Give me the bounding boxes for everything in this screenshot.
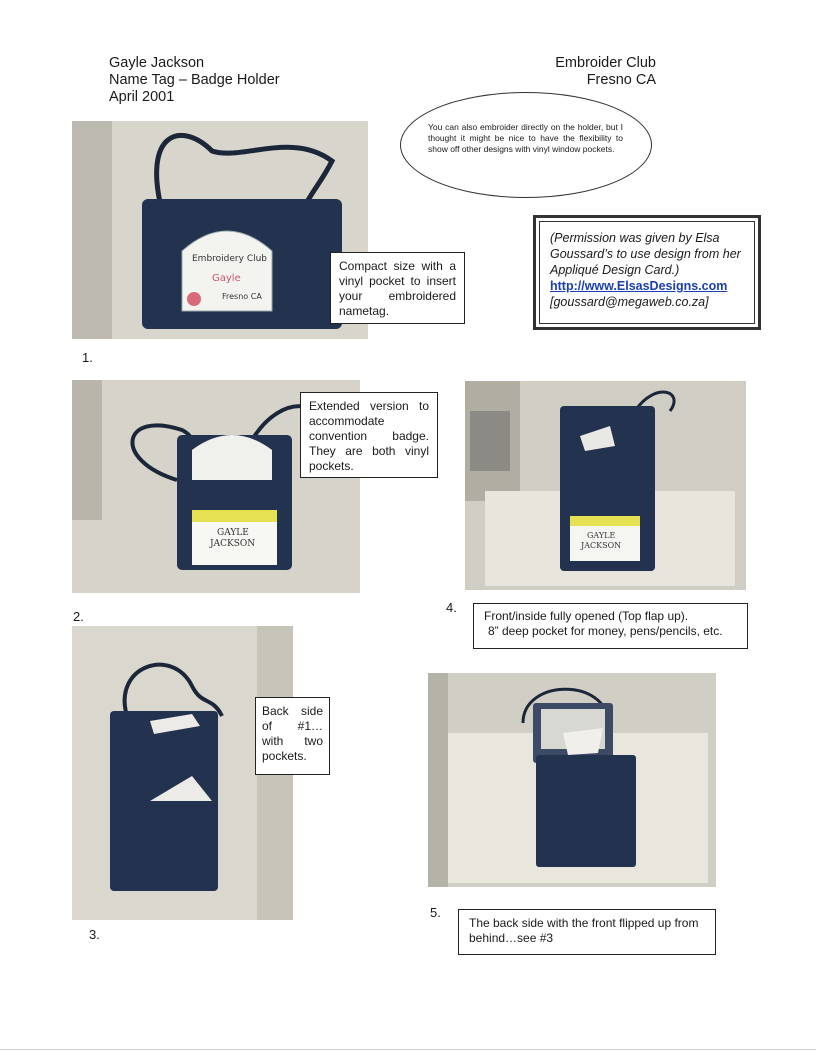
permission-text: (Permission was given by Elsa Goussard’s to use design from her Appliqué Design Card.) — [550, 231, 741, 277]
photo-number-5: 5. — [430, 905, 441, 920]
author-name: Gayle Jackson — [109, 55, 205, 71]
caption-2: Extended version to accommodate convention badge. They are both vinyl pockets. — [300, 392, 438, 478]
photo-1-patch-line3: Fresno CA — [222, 292, 262, 301]
caption-4-line1: Front/inside fully opened (Top flap up). — [484, 609, 689, 623]
club-block — [555, 55, 656, 89]
photo-1-image — [72, 121, 368, 339]
document-title: Name Tag – Badge Holder — [109, 72, 280, 88]
caption-4 — [473, 603, 748, 649]
caption-3: Back side of #1… with two pockets. — [255, 697, 330, 775]
photo-number-4: 4. — [446, 600, 457, 615]
photo-4-image — [465, 381, 746, 590]
note-text: You can also embroider directly on the holder, but I thought it might be nice to have the flexibility to show off other designs with vinyl window pockets. — [428, 122, 623, 154]
author-block — [109, 55, 280, 106]
photo-number-3: 3. — [89, 927, 100, 942]
document-date: April 2001 — [109, 89, 175, 105]
photo-number-2: 2. — [73, 609, 84, 624]
photo-4-badge-line2: JACKSON — [581, 541, 622, 550]
photo-number-1: 1. — [82, 350, 93, 365]
photo-4-badge-line1: GAYLE — [587, 531, 616, 540]
permission-box — [533, 215, 761, 330]
photo-2-badge-line1: GAYLE — [217, 528, 249, 538]
photo-2-badge-line2: JACKSON — [210, 539, 256, 549]
photo-1-patch-line2: Gayle — [212, 273, 241, 284]
club-name: Embroider Club — [555, 55, 656, 71]
permission-email: [goussard@megaweb.co.za] — [550, 295, 709, 309]
club-location: Fresno CA — [586, 72, 656, 88]
photo-5-image — [428, 673, 716, 887]
photo-1-patch-line1: Embroidery Club — [192, 254, 268, 264]
designs-link[interactable]: http://www.ElsasDesigns.com — [550, 279, 728, 293]
photo-5 — [428, 673, 716, 887]
caption-1: Compact size with a vinyl pocket to insert your embroidered nametag. — [330, 252, 465, 324]
photo-1 — [72, 121, 368, 339]
caption-5: The back side with the front flipped up from behind…see #3 — [458, 909, 716, 955]
page-bottom-edge — [0, 1049, 816, 1050]
photo-4 — [465, 381, 746, 590]
caption-4-line2: 8” deep pocket for money, pens/pencils, etc. — [488, 624, 723, 638]
